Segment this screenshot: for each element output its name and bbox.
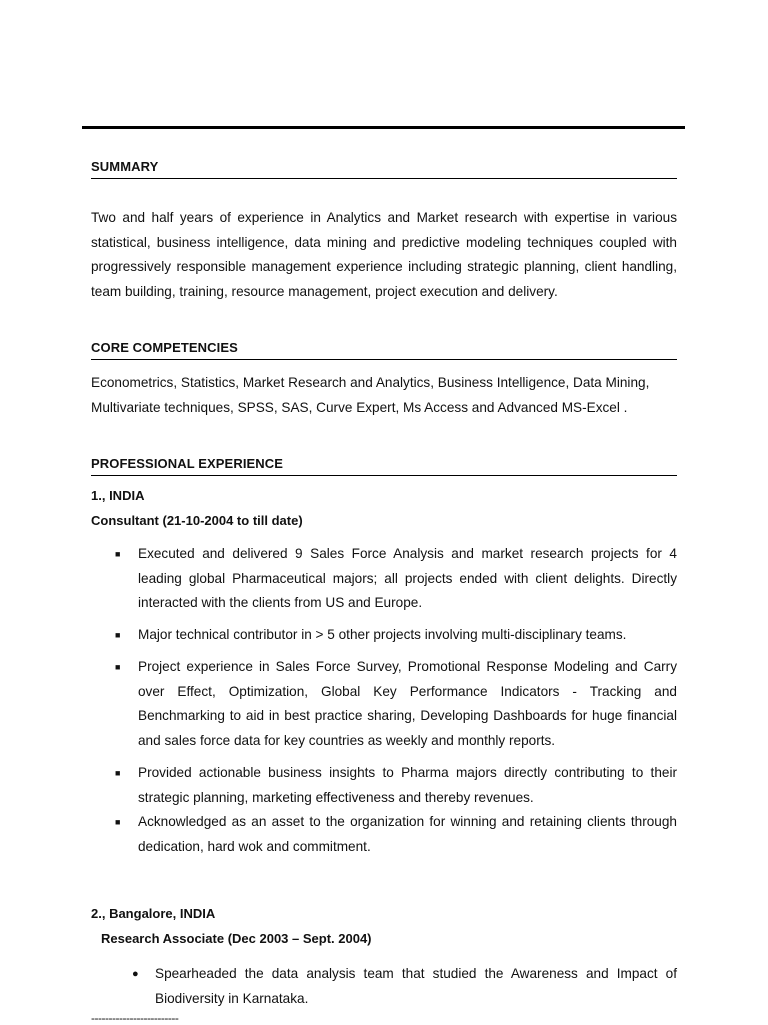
square-bullet-icon: ■ <box>115 817 121 827</box>
job1-bullet-4 <box>115 761 677 810</box>
job2-company: 2., Bangalore, INDIA <box>91 906 216 921</box>
square-bullet-icon: ■ <box>115 662 121 672</box>
job1-bullet-5 <box>115 810 677 859</box>
job1-bullet-3 <box>115 655 677 753</box>
job2-bullet-1 <box>115 962 677 1011</box>
job2-role: Research Associate (Dec 2003 – Sept. 2004) <box>101 931 372 946</box>
square-bullet-icon: ■ <box>115 549 121 559</box>
square-bullet-icon: ■ <box>115 768 121 778</box>
job1-bullet-2 <box>115 623 677 648</box>
job1-bullet-3-text: Project experience in Sales Force Survey, Promotional Response Modeling and Carry over Effect, Optimization, Global Key Performance Indicators - Tracking and Benchmarking to aid in best practice sharing, Developing Dashboards for huge financial and sales force data for key countries as weekly and monthly reports. <box>138 659 677 748</box>
summary-text: Two and half years of experience in Analytics and Market research with expertise in various statistical, business intelligence, data mining and predictive modeling techniques coupled with progressively responsible management experience including strategic planning, client handling, team building, training, resource management, project execution and delivery. <box>91 210 677 299</box>
professional-experience-heading: PROFESSIONAL EXPERIENCE <box>91 456 677 476</box>
core-competencies-text: Econometrics, Statistics, Market Research and Analytics, Business Intelligence, Data Mining, Multivariate techniques, SPSS, SAS, Curve Expert, Ms Access and Advanced MS-Excel . <box>91 375 650 415</box>
top-horizontal-rule <box>82 126 685 129</box>
square-bullet-icon: ■ <box>115 630 121 640</box>
job1-bullet-5-text: Acknowledged as an asset to the organization for winning and retaining clients through dedication, hard wok and commitment. <box>138 814 677 854</box>
footer-dashes: ------------------------- <box>91 1011 179 1025</box>
job1-bullet-2-text: Major technical contributor in > 5 other projects involving multi-disciplinary teams. <box>138 627 627 642</box>
job1-bullet-4-text: Provided actionable business insights to Pharma majors directly contributing to their strategic planning, marketing effectiveness and thereby revenues. <box>138 765 677 805</box>
job1-role: Consultant (21-10-2004 to till date) <box>91 513 303 528</box>
job1-bullet-1-text: Executed and delivered 9 Sales Force Analysis and market research projects for 4 leading global Pharmaceutical majors; all projects ended with client delights. Directly interacted with the clients from US and Europe. <box>138 546 677 610</box>
job1-company: 1., INDIA <box>91 488 145 503</box>
round-bullet-icon: ● <box>132 968 139 980</box>
job2-bullet-1-text: Spearheaded the data analysis team that studied the Awareness and Impact of Biodiversity in Karnataka. <box>155 966 677 1006</box>
job1-bullet-1 <box>115 542 677 616</box>
summary-heading: SUMMARY <box>91 159 677 179</box>
core-competencies-heading: CORE COMPETENCIES <box>91 340 677 360</box>
